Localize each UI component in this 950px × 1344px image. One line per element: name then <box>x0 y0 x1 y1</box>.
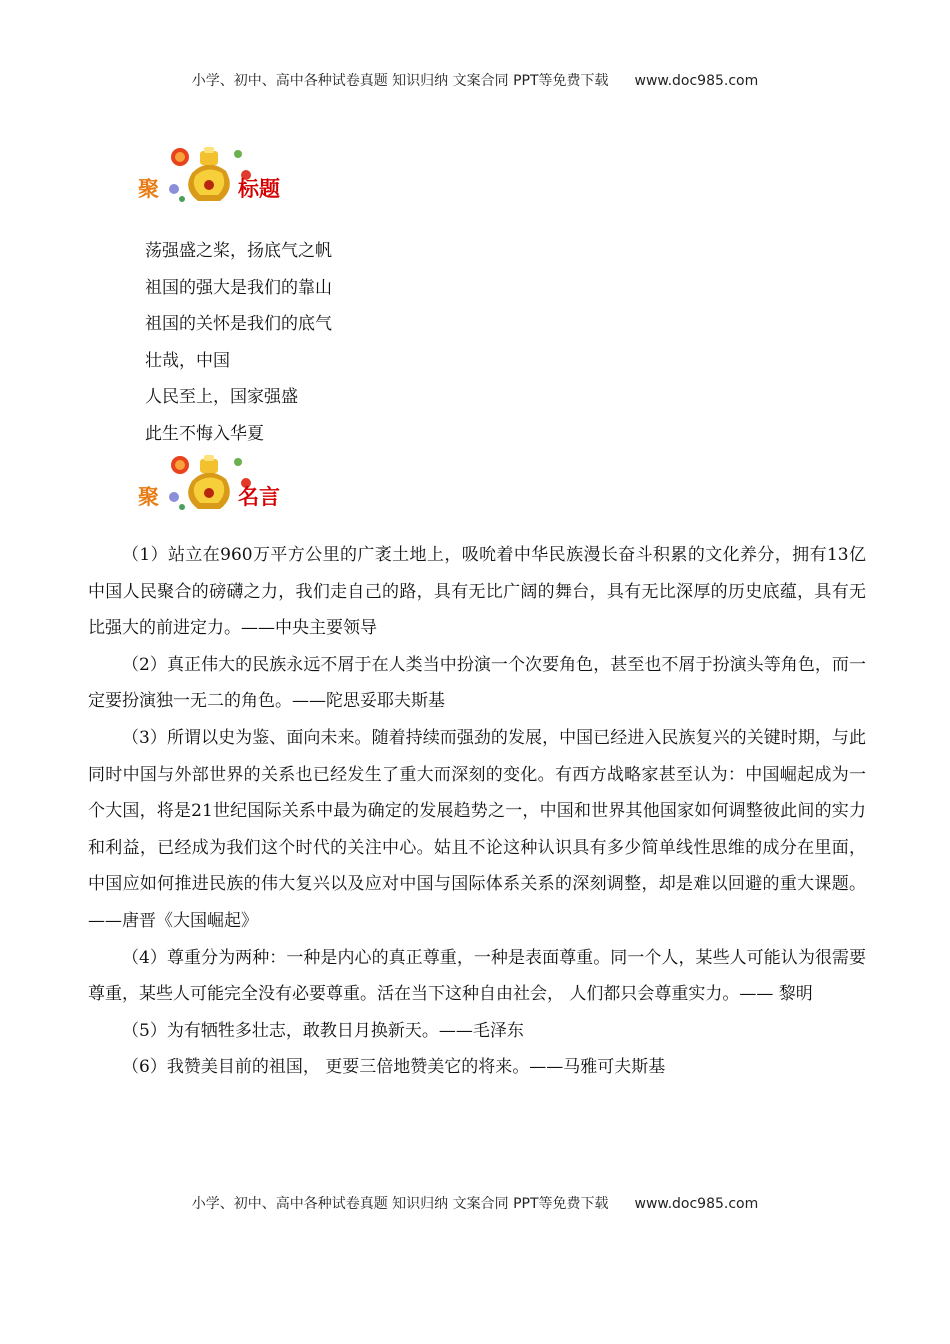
header-text: 小学、初中、高中各种试卷真题 知识归纳 文案合同 PPT等免费下载 <box>191 73 609 89</box>
quotes-list <box>88 537 866 1086</box>
poem-line: 荡强盛之桨，扬底气之帆 <box>145 241 332 261</box>
header-site-link[interactable]: www.doc985.com <box>634 73 759 89</box>
footer-text: 小学、初中、高中各种试卷真题 知识归纳 文案合同 PPT等免费下载 <box>191 1196 609 1212</box>
poem-line: 壮哉，中国 <box>145 350 230 371</box>
poem <box>145 233 332 452</box>
page-footer <box>0 1193 950 1213</box>
quote-paragraph: （3）所谓以史为鉴、面向未来。随着持续而强劲的发展，中国已经进入民族复兴的关键时期，与此同时中国与外部世界的关系也已经发生了重大而深刻的变化。有西方战略家甚至认为：中国崛起成为一个大国，将是21世纪国际关系中最为确定的发展趋势之一，中国和世界其他国家如何调整彼此间的实力和利益，已经成为我们这个时代的关注中心。姑且不论这种认识具有多少简单线性思维的成分在里面，中国应如何推进民族的伟大复兴以及应对中国与国际体系关系的深刻调整，却是难以回避的重大课题。——唐晋《大国崛起》 <box>88 727 866 931</box>
quote-paragraph: （2）真正伟大的民族永远不屑于在人类当中扮演一个次要角色，甚至也不屑于扮演头等角色，而一定要扮演独一无二的角色。——陀思妥耶夫斯基 <box>88 654 866 712</box>
section-label: 名言 <box>238 485 280 509</box>
quote-paragraph: （4）尊重分为两种：一种是内心的真正尊重，一种是表面尊重。同一个人，某些人可能认为很需要尊重，某些人可能完全没有必要尊重。活在当下这种自由社会， 人们都只会尊重实力。—— 黎明 <box>88 947 866 1005</box>
poem-line: 人民至上，国家强盛 <box>145 387 298 407</box>
page-header <box>0 70 950 90</box>
poem-line: 此生不悔入华夏 <box>145 423 264 444</box>
section-prefix: 聚 <box>138 485 159 509</box>
section-heading-title <box>138 145 438 207</box>
quote-paragraph: （5）为有牺牲多壮志，敢教日月换新天。——毛泽东 <box>122 1020 524 1041</box>
poem-line: 祖国的强大是我们的靠山 <box>145 277 332 298</box>
poem-line: 祖国的关怀是我们的底气 <box>145 314 332 334</box>
quote-paragraph: （6）我赞美目前的祖国， 更要三倍地赞美它的将来。——马雅可夫斯基 <box>122 1057 666 1078</box>
quote-paragraph: （1）站立在960万平方公里的广袤土地上，吸吮着中华民族漫长奋斗积累的文化养分，拥有13亿中国人民聚合的磅礴之力，我们走自己的路，具有无比广阔的舞台，具有无比深厚的历史底蕴，具有无比强大的前进定力。——中央主要领导 <box>88 545 866 639</box>
section-label: 标题 <box>238 177 280 201</box>
footer-site-link[interactable]: www.doc985.com <box>634 1196 759 1212</box>
section-prefix: 聚 <box>138 177 159 201</box>
section-heading-quotes <box>138 453 438 515</box>
